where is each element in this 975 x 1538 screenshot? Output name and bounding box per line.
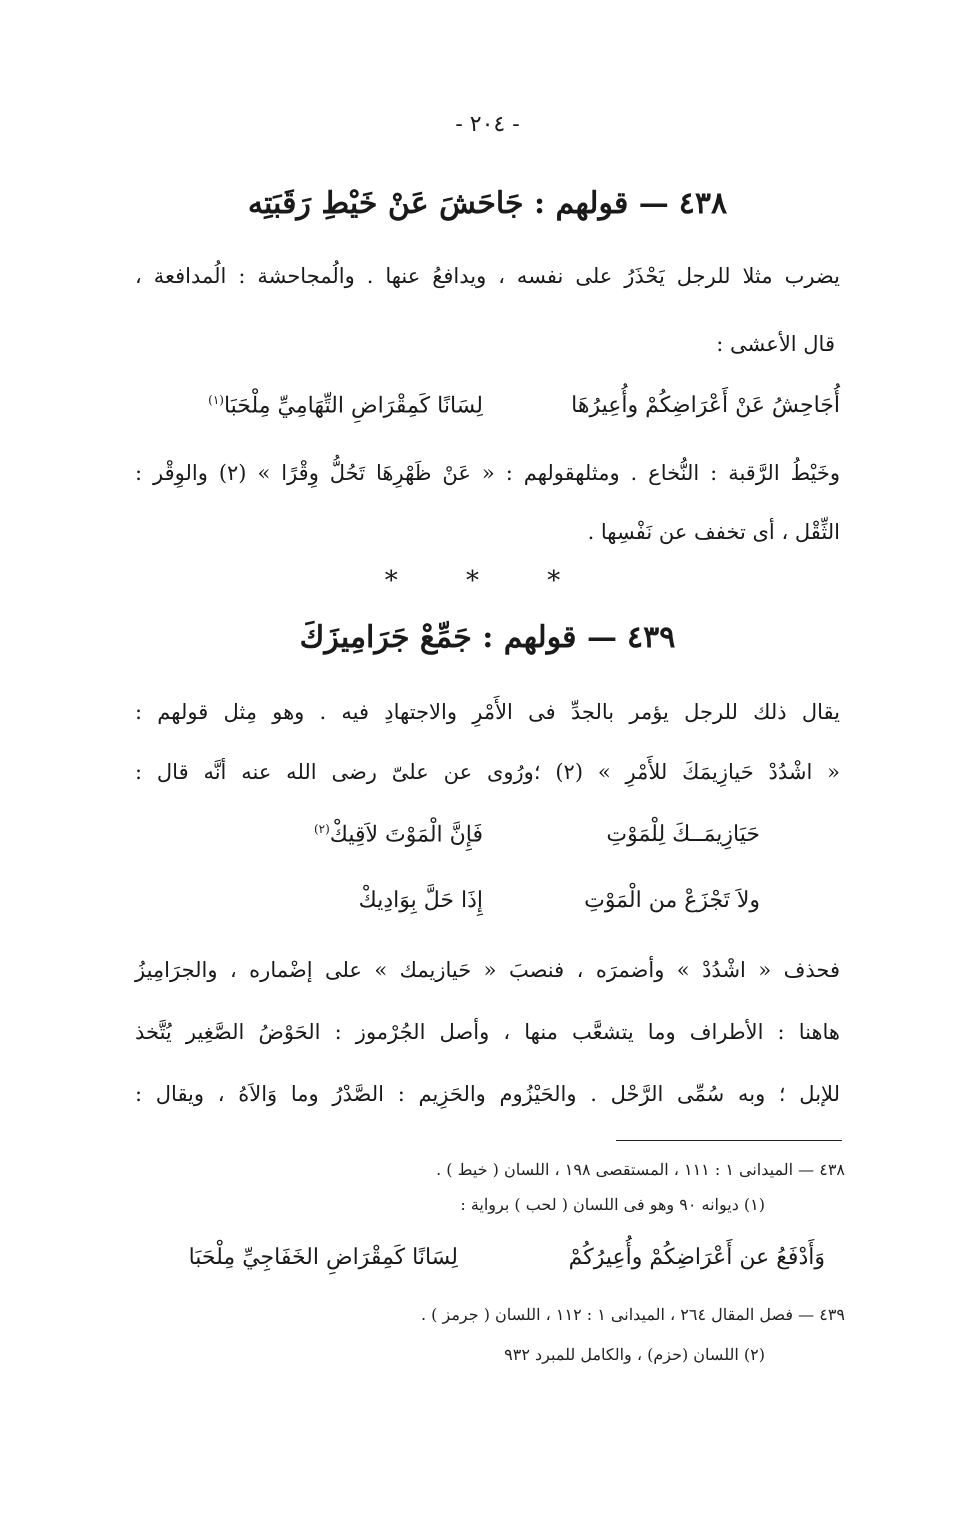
footnote-439: ٤٣٩ — فصل المقال ٢٦٤ ، الميدانى ١ : ١١٢ ، اللسان ( جرمز ) . [421, 1305, 845, 1324]
entry-439-line-1: يقال ذلك للرجل يؤمر بالجدِّ فى الأَمْرِ والاجتهادِ فيه . وهو مِثل قولهم : [135, 700, 840, 724]
entry-438-line-1: يضرب مثلا للرجل يَحْذَرُ على نفسه ، ويدافعُ عنها . والُمجاحشة : الُمدافعة ، [135, 264, 840, 288]
entry-438-line-3: وخَيْطُ الرَّقبة : النُّخاع . ومثلهقولهم : « عَنْ ظَهْرِهَا تَحُلُّ وِقْرًا » (٢) والوِقْر : [135, 461, 840, 485]
footnote-verse [125, 1245, 825, 1270]
verse-second-hemistich: إِذَا حَلَّ بِوَادِيكْ [358, 888, 483, 913]
footnote-marker: (٢) [313, 822, 330, 836]
verse-first-hemistich: وَأَدْفَعُ عن أَعْرَاضِكُمْ وأُعِيرُكُمْ [568, 1245, 825, 1270]
entry-439-line-5: للإبل ؛ وبه سُمِّى الرَّحْل . والحَيْزُوم والحَزِيم : الصَّدْرُ وما وَالاَهُ ، ويقال : [135, 1082, 840, 1106]
entry-439-number: ٤٣٩ [626, 620, 676, 655]
entry-439-heading [0, 620, 975, 655]
entry-439-verse-2 [220, 888, 760, 913]
entry-438-verse [150, 393, 840, 418]
verse-first-hemistich: ولاَ تَجْزَعْ من الْمَوْتِ [584, 888, 760, 913]
verse-first-hemistich: أُجَاحِشُ عَنْ أَعْرَاضِكُمْ وأُعِيرُهَا [571, 393, 840, 419]
entry-439-verse-1 [220, 822, 760, 847]
footnote-divider [616, 1140, 842, 1141]
footnote-1: (١) ديوانه ٩٠ وهو فى اللسان ( لحب ) برواية : [460, 1195, 765, 1214]
entry-438-number: ٤٣٨ [678, 186, 728, 221]
verse-first-hemistich: حَيَازِيمَــكَ لِلْمَوْتِ [606, 822, 760, 848]
entry-439-line-3: فحذف « اشْدُدْ » وأضمرَه ، فنصبَ « حَيازيمك » على إضْماره ، والجرَامِيزُ [135, 958, 840, 982]
entry-439-line-4: هاهنا : الأطراف وما يتشعَّب منها ، وأصل الجُرْموز : الحَوْضُ الصَّغِير يُتَّخذ [135, 1020, 840, 1044]
entry-439-title: — قولهم : جَمِّعْ جَرَامِيزَكَ [299, 620, 617, 655]
verse-second-hemistich: لِسَانًا كَمِقْرَاضِ الخَفَاجِيِّ مِلْحَبَا [188, 1245, 458, 1270]
footnote-438: ٤٣٨ — الميدانى ١ : ١١١ ، المستقصى ١٩٨ ، اللسان ( خيط ) . [436, 1160, 845, 1179]
verse-second-hemistich: فَإِنَّ الْمَوْتَ لاَقِيكْ$^{(٢)}$ [313, 822, 483, 848]
entry-438-line-4: الثِّقْل ، أى تخفف عن نَفْسِها . [587, 520, 840, 544]
entry-438-title: — قولهم : جَاحَشَ عَنْ خَيْطِ رَقَبَتِه [247, 186, 669, 221]
entry-438-line-2: قال الأعشى : [716, 332, 835, 356]
page-number: - ٢٠٤ - [455, 112, 520, 137]
entry-439-line-2: « اشْدُدْ حَيازِيمَكَ للأَمْرِ » (٢) ؛ورُوى عن علىّ رضى الله عنه أنَّه قال : [135, 760, 840, 784]
verse-second-hemistich: لِسَانًا كَمِقْرَاضِ التِّهَامِيِّ مِلْحَبَا$^{(١)}$ [208, 393, 483, 419]
section-separator: * * * [384, 566, 591, 596]
footnote-2: (٢) اللسان (حزم) ، والكامل للمبرد ٩٣٢ [504, 1345, 765, 1364]
footnote-marker: (١) [208, 393, 224, 407]
entry-438-heading [0, 186, 975, 221]
